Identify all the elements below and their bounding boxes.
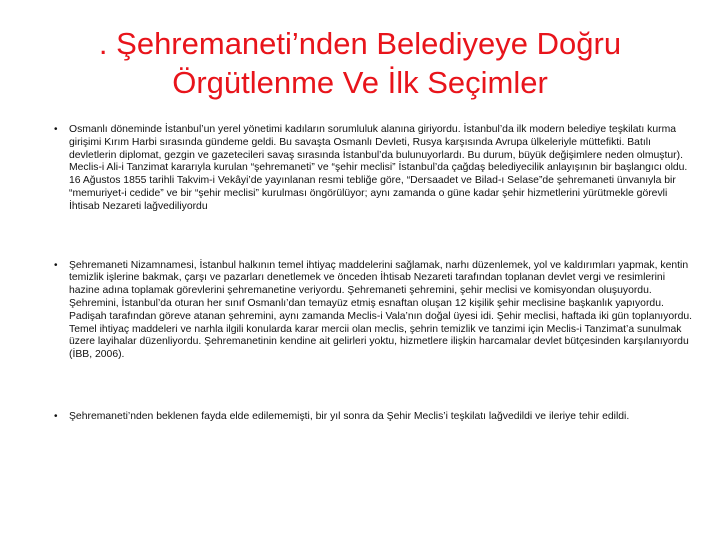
bullet-item [54,124,696,214]
bullet-text: Osmanlı döneminde İstanbul’un yerel yönetimi kadıların sorumluluk alanına giriyordu. İstanbul’da ilk modern belediye teşkilatı kurma girişimi Kırım Harbi sırasında gündeme geldi. Bu savaşta Osmanlı Devleti, Rusya karşısında Avrupa ülkeleriyle müttefikti. Batılı devletlerin diplomat, gezgin ve gazetecileri savaş sırasında İstanbul’da bulunuyorlardı. Bu durum, büyük değişimlere neden olmuştur). Meclis-i Ali-i Tanzimat kararıyla kurulan “şehremaneti” ve “şehir meclisi” İstanbul’da çağdaş belediyecilik anlayışının bir başlangıcı oldu. 16 Ağustos 1855 tarihli Takvim-i Vekâyi’de yayınlanan resmi tebliğe göre, “Dersaadet ve Bilad-ı Selase”de şehremaneti ünvanıyla bir “memuriyet-i cedide” ve bir “şehir meclisi” kurulması öngörülüyor; aynı zamanda o güne kadar şehir hizmetlerini yürütmekle görevli İhtisab Nezareti lağvediliyordu [69,124,688,212]
bullet-item [54,411,696,424]
bullet-item [54,260,696,362]
bullet-dot-icon: • [54,259,58,271]
bullet-list [54,124,696,424]
bullet-text: Şehremaneti Nizamnamesi, İstanbul halkının temel ihtiyaç maddelerini sağlamak, narhı düzenlemek, yol ve kaldırımları yapmak, kentin temizlik işlerine bakmak, çarşı ve pazarları denetlemek ve önceden İhtisab Nezareti tarafından toplanan devlet vergi ve resimlerini hazine adına toplamak görevlerini şehremanetine veriyordu. Şehremaneti şehremini, şehir meclisi ve komisyondan oluşuyordu. Şehremini, İstanbul’da oturan her sınıf Osmanlı’dan temayüz etmiş esnaftan oluşan 12 kişilik şehir meclisine başkanlık yapıyordu. Padişah tarafından göreve atanan şehremini, aynı zamanda Meclis-i Vala’nın doğal üyesi idi. Şehir meclisi, haftada iki gün toplanıyordu. Temel ihtiyaç maddeleri ve narhla ilgili konularda karar mercii olan meclis, şehrin temizlik ve tanzimi için Meclis-i Tanzimat’a sunulmak üzere layihalar düzenliyordu. Şehremanetinin kendine ait gelirleri yoktu, hizmetlere ilişkin harcamalar devlet bütçesinden karşılanıyordu (İBB, 2006). [69,259,693,361]
bullet-text: Şehremaneti’nden beklenen fayda elde edilememişti, bir yıl sonra da Şehir Meclis’i teşkilatı lağvedildi ve ileriye tehir edildi. [69,410,630,422]
bullet-dot-icon: • [54,124,58,135]
slide-title-line-2: Örgütlenme Ve İlk Seçimler [172,65,548,100]
slide-title-line-1: . Şehremaneti’nden Belediyeye Doğru [98,26,622,61]
bullet-dot-icon: • [54,410,58,422]
slide-title [36,24,684,102]
